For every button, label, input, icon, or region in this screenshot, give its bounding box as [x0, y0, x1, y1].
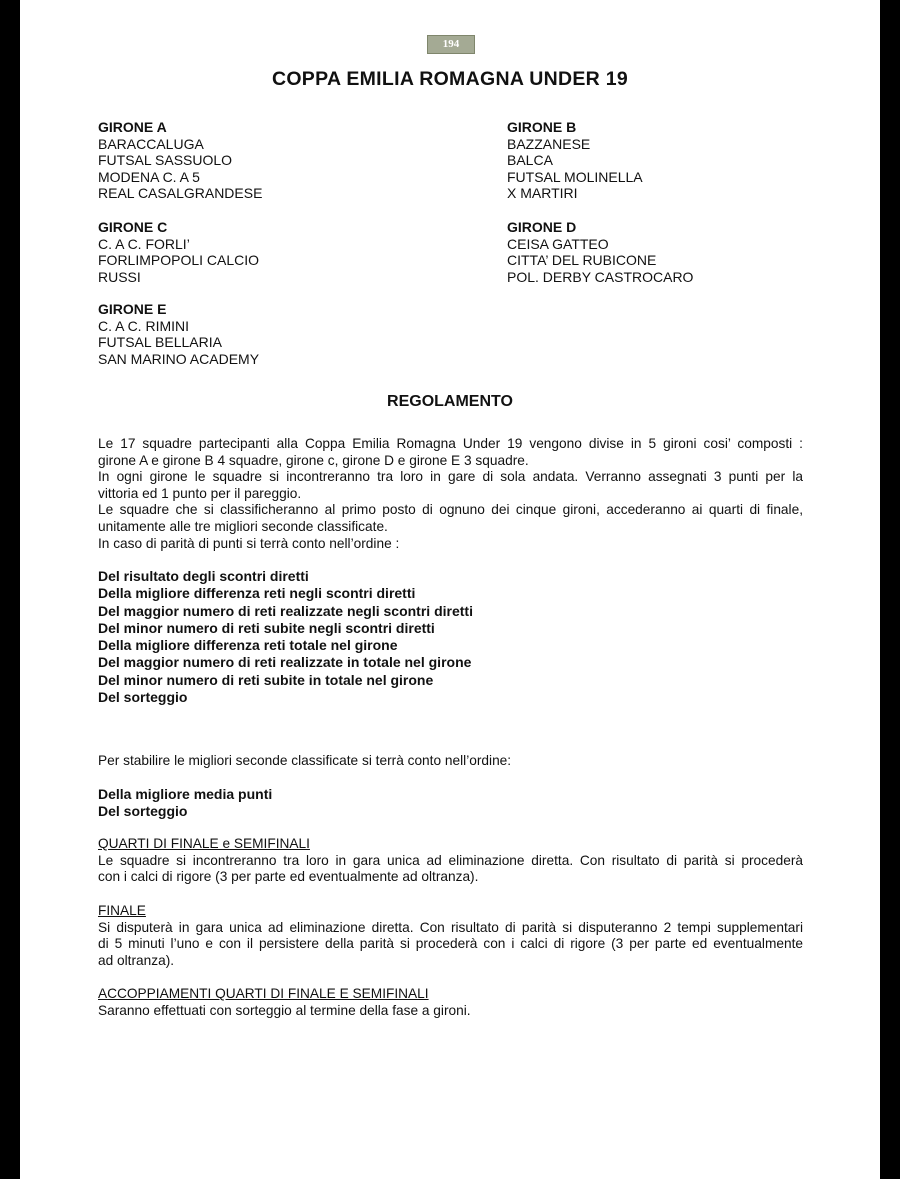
- group-b: [507, 119, 643, 202]
- text-line: Saranno effettuati con sorteggio al termine della fase a gironi.: [98, 1002, 471, 1018]
- team-name: BARACCALUGA: [98, 135, 204, 152]
- team-name: FUTSAL SASSUOLO: [98, 152, 233, 169]
- group-e: [98, 301, 259, 367]
- criterion: Della migliore differenza reti totale nel girone: [98, 637, 398, 654]
- text-line: Le squadre che si classificheranno al primo posto di ognuno dei cinque gironi, accederanno ai quarti di finale,: [98, 502, 803, 518]
- document-title: COPPA EMILIA ROMAGNA UNDER 19: [271, 68, 629, 90]
- text-line: ad oltranza).: [98, 952, 175, 968]
- group-c: [98, 219, 259, 285]
- team-name: X MARTIRI: [507, 185, 578, 202]
- group-title: GIRONE C: [98, 219, 168, 235]
- criterion: Del maggior numero di reti realizzate in totale nel girone: [98, 654, 472, 671]
- criterion: Del maggior numero di reti realizzate negli scontri diretti: [98, 602, 473, 619]
- team-name: C. A C. RIMINI: [98, 317, 190, 334]
- text-line: girone A e girone B 4 squadre, girone c, girone D e girone E 3 squadre.: [98, 452, 529, 468]
- team-name: CEISA GATTEO: [507, 235, 609, 252]
- team-name: POL. DERBY CASTROCARO: [507, 268, 694, 285]
- criterion: Del minor numero di reti subite in totale nel girone: [98, 671, 434, 688]
- team-name: FUTSAL BELLARIA: [98, 334, 222, 351]
- seconds-intro: Per stabilire le migliori seconde classificate si terrà conto nell’ordine:: [98, 753, 512, 768]
- text-line: Si disputerà in gara unica ad eliminazione diretta. Con risultato di parità si disputeranno 2 tempi supplementari: [98, 919, 803, 935]
- criterion: Della migliore differenza reti negli scontri diretti: [98, 585, 416, 602]
- group-title: GIRONE D: [507, 219, 577, 235]
- section-finale: [98, 903, 803, 969]
- criterion: Del risultato degli scontri diretti: [98, 568, 309, 584]
- tiebreak-criteria-list: [98, 568, 473, 706]
- team-name: REAL CASALGRANDESE: [98, 185, 263, 202]
- section-heading-regolamento: REGOLAMENTO: [387, 393, 513, 410]
- subsection-heading: QUARTI DI FINALE e SEMIFINALI: [98, 836, 310, 851]
- subsection-heading: FINALE: [98, 903, 146, 918]
- criterion: Del minor numero di reti subite negli scontri diretti: [98, 619, 435, 636]
- page-number-badge: 194: [427, 35, 475, 54]
- team-name: BAZZANESE: [507, 135, 591, 152]
- criterion: Del sorteggio: [98, 803, 188, 820]
- text-line: Le squadre si incontreranno tra loro in gara unica ad eliminazione diretta. Con risultato di parità si procederà: [98, 852, 803, 868]
- team-name: CITTA’ DEL RUBICONE: [507, 252, 657, 269]
- regolamento-intro: [98, 436, 803, 552]
- criterion: Della migliore media punti: [98, 786, 273, 802]
- text-line: di 5 minuti l’uno e con il persistere della parità si procederà con i calci di rigore (3 per parte ed eventualmente: [98, 936, 803, 952]
- group-title: GIRONE E: [98, 301, 167, 317]
- text-line: In ogni girone le squadre si incontreranno tra loro in gare di sola andata. Verranno assegnati 3 punti per la: [98, 469, 803, 485]
- team-name: MODENA C. A 5: [98, 168, 200, 185]
- team-name: C. A C. FORLI’: [98, 235, 190, 252]
- text-line: unitamente alle tre migliori seconde classificate.: [98, 518, 388, 534]
- text-line: Le 17 squadre partecipanti alla Coppa Emilia Romagna Under 19 vengono divise in 5 gironi cosi’ composti :: [98, 436, 803, 451]
- text-line: con i calci di rigore (3 per parte ed eventualmente ad oltranza).: [98, 869, 479, 885]
- subsection-heading: ACCOPPIAMENTI QUARTI DI FINALE E SEMIFINALI: [98, 986, 429, 1001]
- text-line: vittoria ed 1 punto per il pareggio.: [98, 485, 302, 501]
- group-title: GIRONE A: [98, 119, 167, 135]
- criterion: Del sorteggio: [98, 689, 188, 706]
- group-d: [507, 219, 693, 285]
- team-name: SAN MARINO ACADEMY: [98, 350, 260, 367]
- section-accoppiamenti: [98, 986, 803, 1019]
- section-quarti: [98, 836, 803, 886]
- text-line: In caso di parità di punti si terrà conto nell’ordine :: [98, 535, 400, 551]
- team-name: FUTSAL MOLINELLA: [507, 168, 643, 185]
- team-name: BALCA: [507, 152, 553, 169]
- group-title: GIRONE B: [507, 119, 577, 135]
- group-a: [98, 119, 262, 202]
- seconds-criteria-list: [98, 786, 272, 821]
- team-name: FORLIMPOPOLI CALCIO: [98, 252, 260, 269]
- team-name: RUSSI: [98, 268, 141, 285]
